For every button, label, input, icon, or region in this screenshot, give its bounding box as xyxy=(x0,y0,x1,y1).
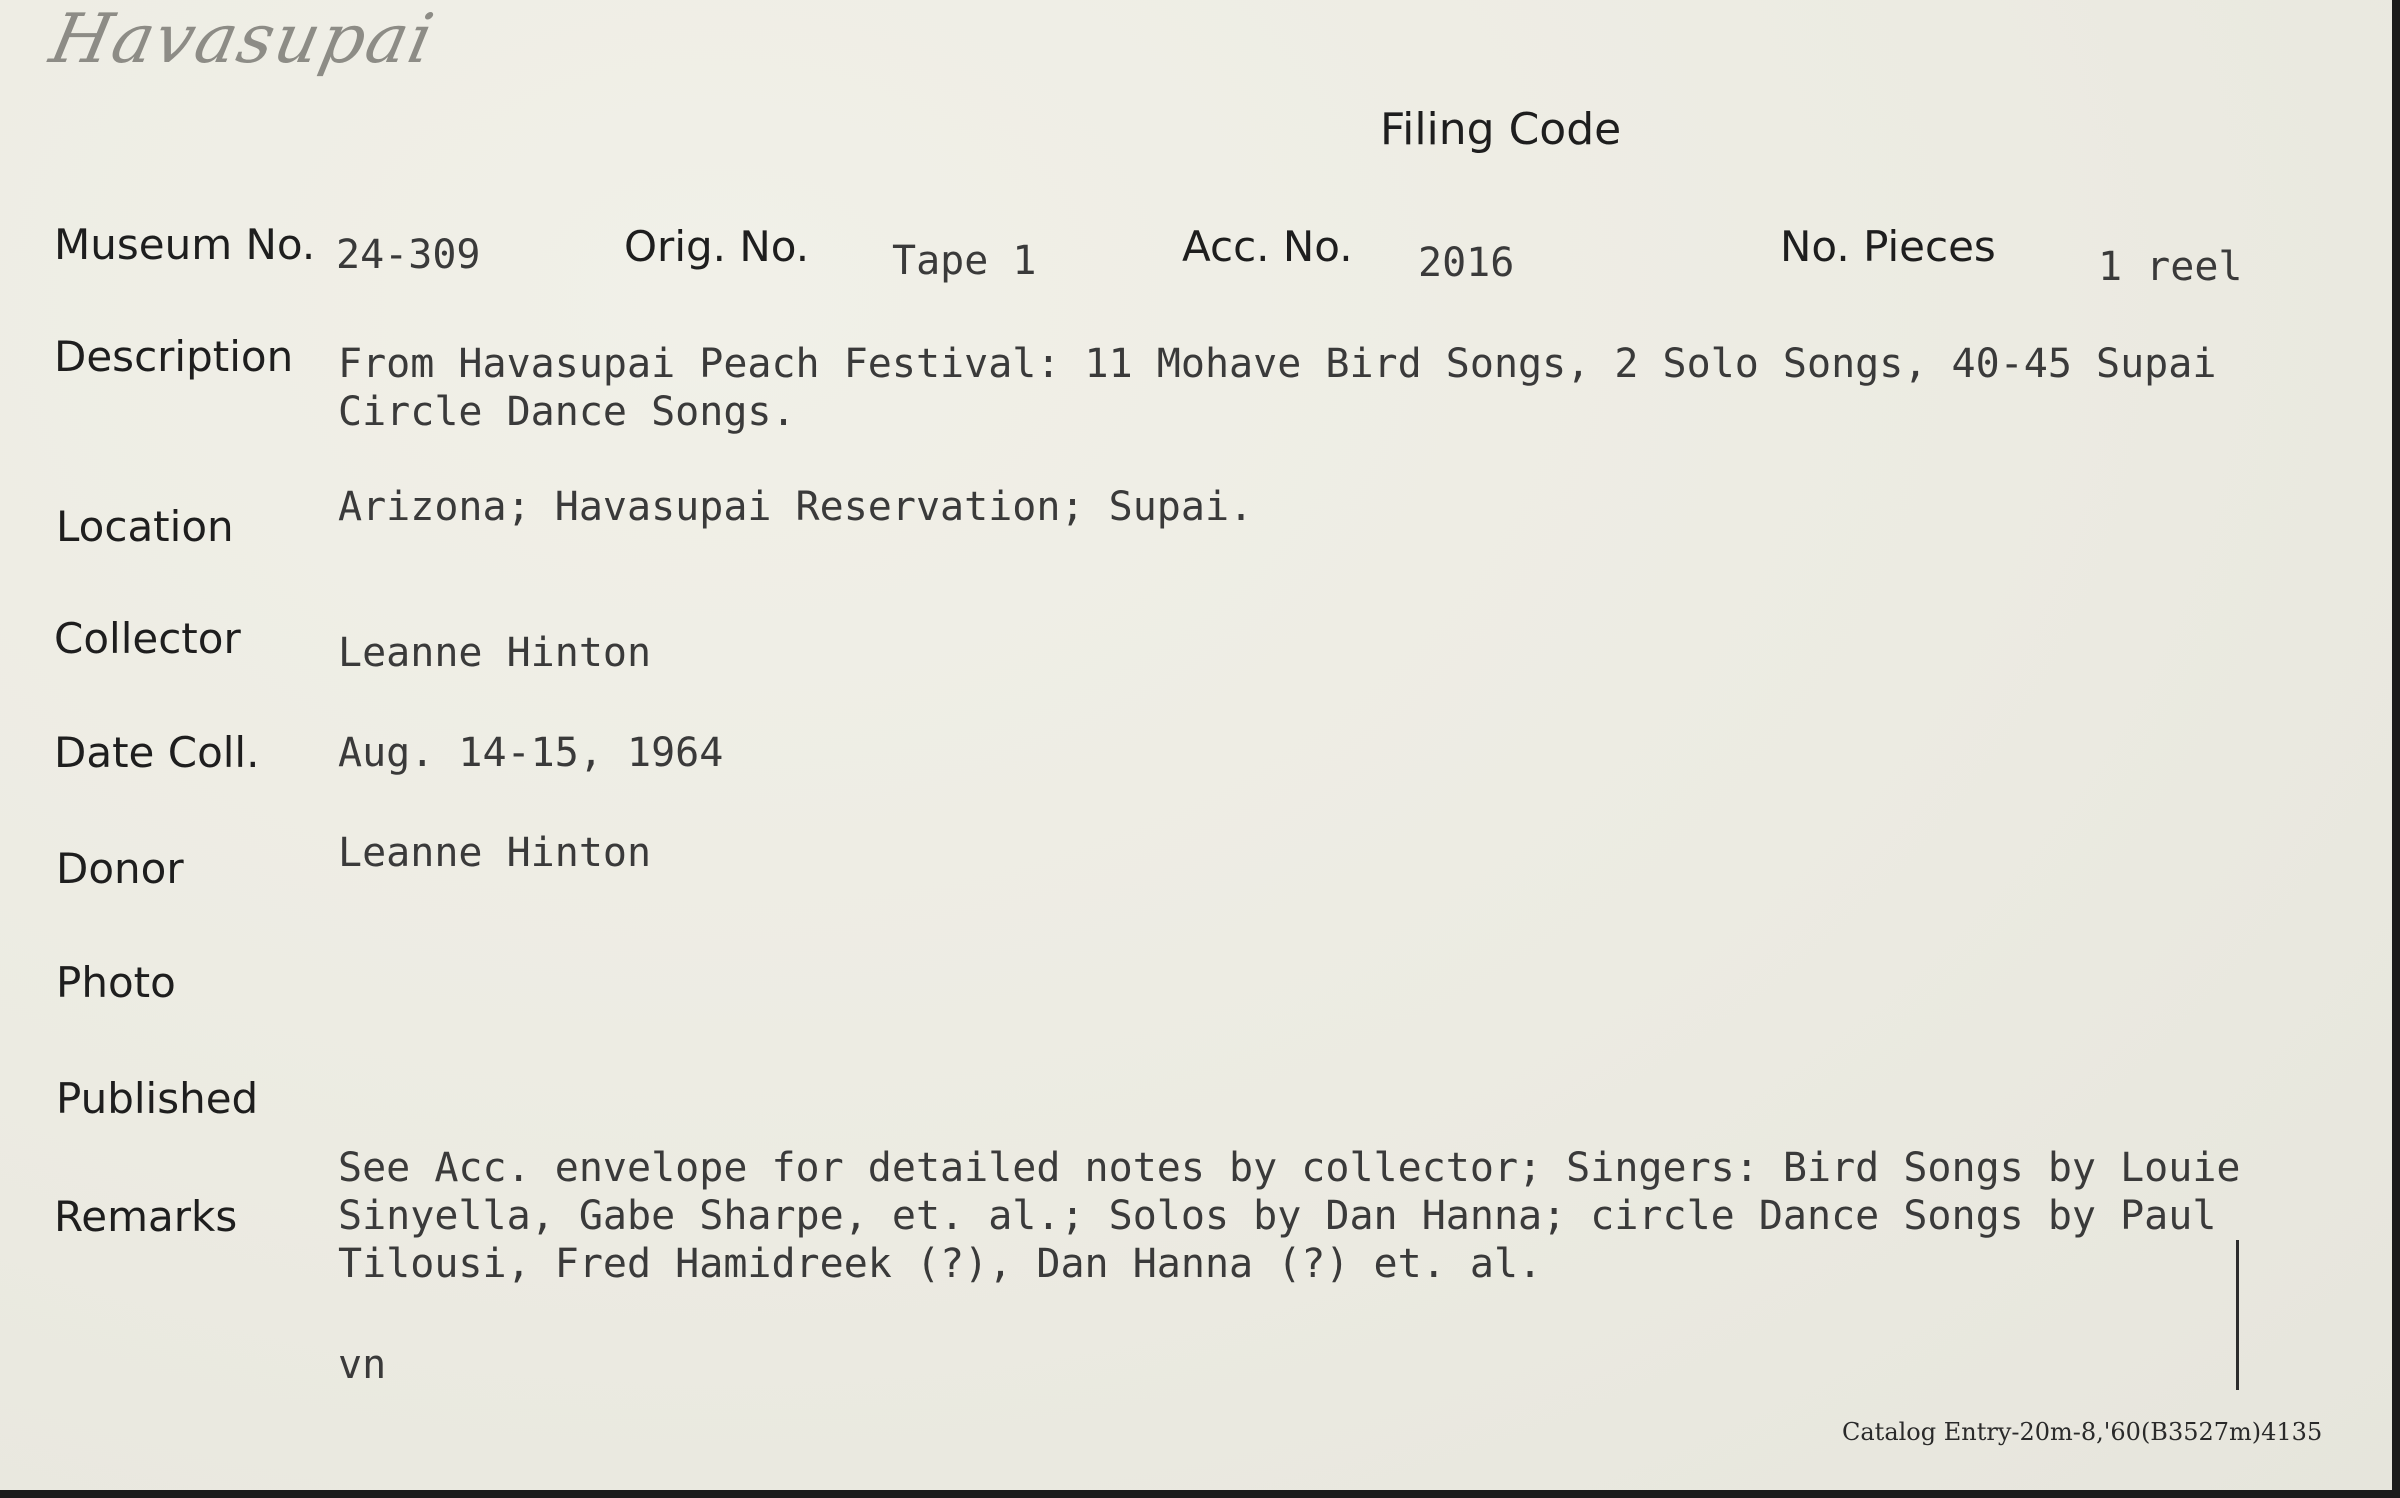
location-value: Arizona; Havasupai Reservation; Supai. xyxy=(338,484,1254,530)
margin-pencil-line xyxy=(2236,1240,2239,1390)
date-coll-value: Aug. 14-15, 1964 xyxy=(338,730,724,776)
donor-value: Leanne Hinton xyxy=(338,830,652,876)
museum-no-label: Museum No. xyxy=(54,220,316,269)
date-coll-label: Date Coll. xyxy=(54,728,260,777)
acc-no-label: Acc. No. xyxy=(1182,222,1353,271)
collector-label: Collector xyxy=(54,614,241,663)
handwritten-title: Havasupai xyxy=(43,0,442,79)
orig-no-value: Tape 1 xyxy=(892,238,1037,284)
published-label: Published xyxy=(56,1074,259,1123)
collector-value: Leanne Hinton xyxy=(338,630,652,676)
museum-no-value: 24-309 xyxy=(336,232,481,278)
initials: vn xyxy=(338,1342,387,1388)
no-pieces-value: 1 reel xyxy=(2098,244,2243,290)
acc-no-value: 2016 xyxy=(1418,240,1515,286)
donor-label: Donor xyxy=(56,844,184,893)
no-pieces-label: No. Pieces xyxy=(1780,222,1996,271)
remarks-value: See Acc. envelope for detailed notes by collector; Singers: Bird Songs by Louie Sinyella, Gabe Sharpe, et. al.; Solos by Dan Hanna; circle Dance Songs by Paul Tilousi, Fred Hamidreek (?), Dan Hanna (?) et. al. xyxy=(338,1145,2241,1287)
location-label: Location xyxy=(56,502,234,551)
remarks-label: Remarks xyxy=(54,1192,238,1241)
photo-label: Photo xyxy=(56,958,176,1007)
catalog-footer: Catalog Entry-20m-8,'60(B3527m)4135 xyxy=(1842,1418,2323,1446)
filing-code-label: Filing Code xyxy=(1380,104,1622,155)
description-label: Description xyxy=(54,332,294,381)
description-value: From Havasupai Peach Festival: 11 Mohave Bird Songs, 2 Solo Songs, 40-45 Supai Circle Dance Songs. xyxy=(338,341,2217,435)
orig-no-label: Orig. No. xyxy=(624,222,810,271)
